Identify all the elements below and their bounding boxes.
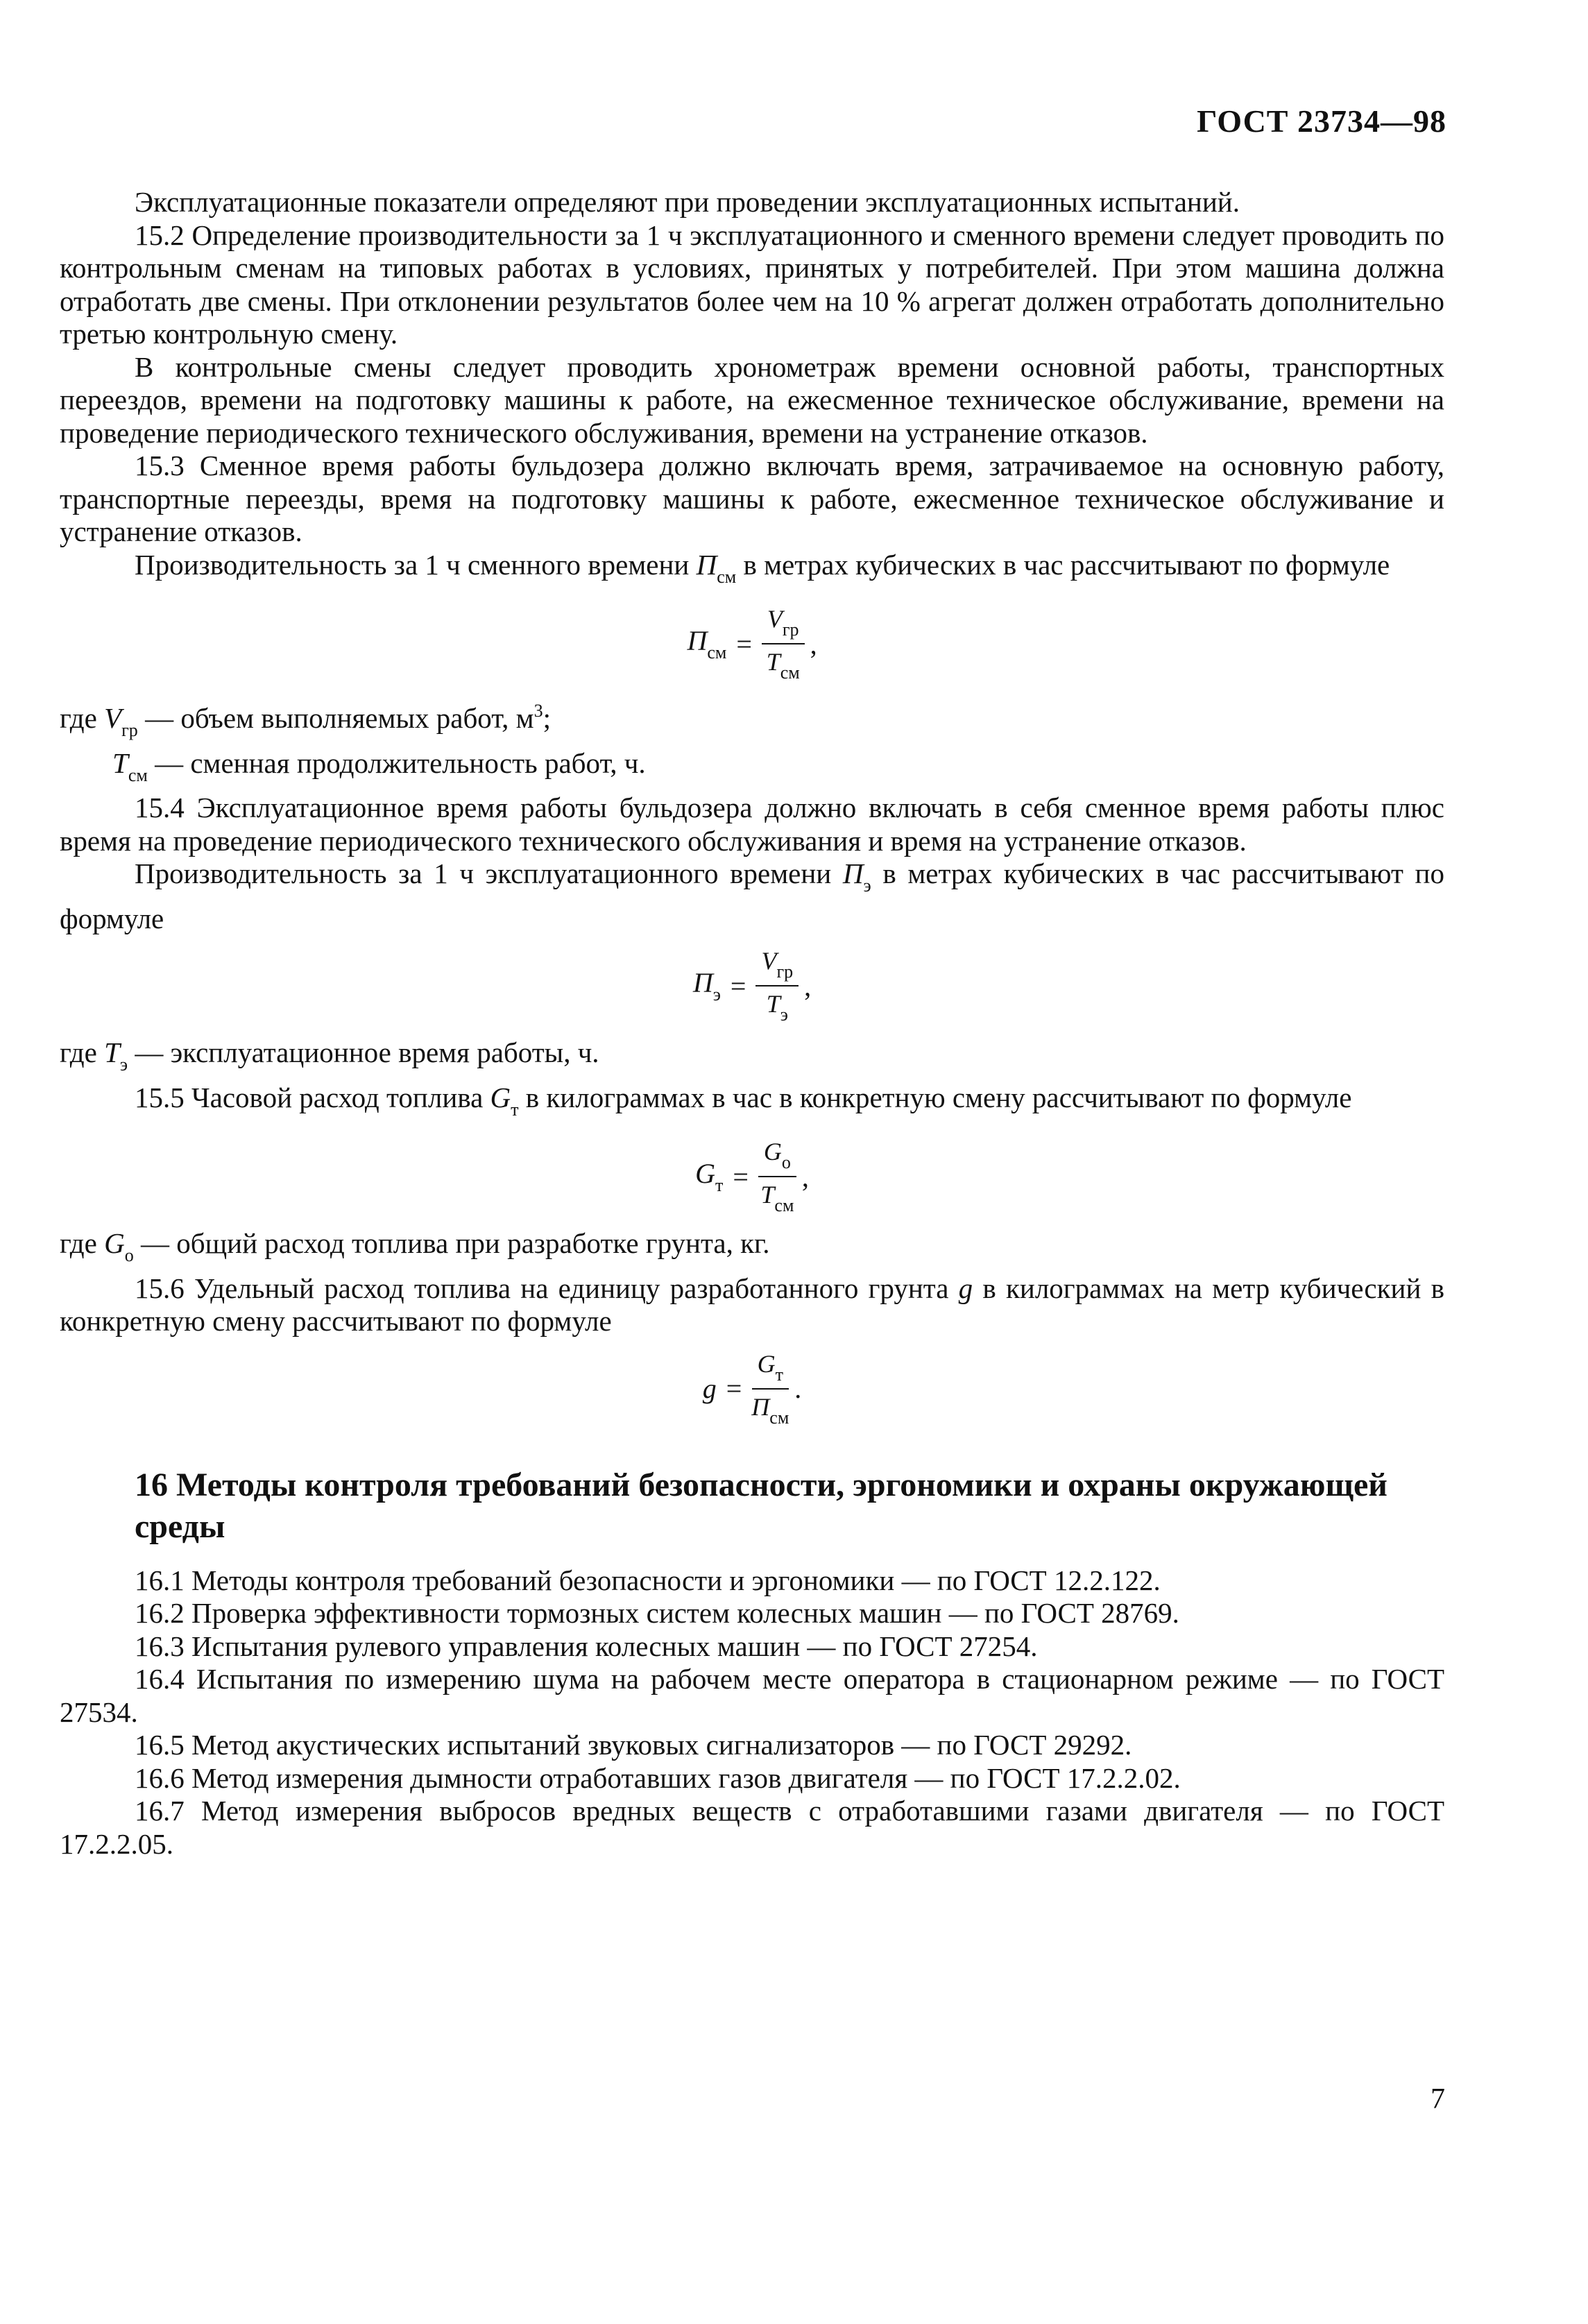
list-item: 16.4 Испытания по измерению шума на рабочем месте оператора в стационарном режиме — по ГОСТ 27534. <box>60 1663 1444 1728</box>
list-item: 16.1 Методы контроля требований безопасности и эргономики — по ГОСТ 12.2.122. <box>135 1564 1161 1596</box>
standard-code-header: ГОСТ 23734—98 <box>1197 103 1446 139</box>
paragraph-15-2b: В контрольные смены следует проводить хронометраж времени основной работы, транспортных переездов, времени на подготовку машины к работе, на ежесменное техническое обслуживание, времени на проведение периодического технического обслуживания, времени на устранение отказов. <box>60 350 1444 449</box>
page-content <box>60 186 1444 1861</box>
paragraph-15-5: 15.5 Часовой расход топлива $G_т$ в килограммах в час в конкретную смену рассчитывают по формуле <box>135 1081 1352 1120</box>
paragraph-15-4b: Производительность за 1 ч эксплуатационного времени $П_э$ в метрах кубических в час рассчитывают по формуле <box>60 857 1444 934</box>
list-item: 16.5 Метод акустических испытаний звуковых сигнализаторов — по ГОСТ 29292. <box>135 1729 1132 1761</box>
paragraph-15-3b: Производительность за 1 ч сменного времени $П_{см}$ в метрах кубических в час рассчитывают по формуле <box>135 548 1390 587</box>
where-v-gr: где $V_{гр}$ — объем выполняемых работ, $м^3$; <box>60 701 551 740</box>
formula-p-sm: $П_{см}$ = $\frac{V_{гр}}{T_{см}}$ , <box>687 605 817 683</box>
list-item: 16.2 Проверка эффективности тормозных систем колесных машин — по ГОСТ 28769. <box>135 1597 1179 1629</box>
page-number: 7 <box>1431 2083 1445 2115</box>
paragraph-intro: Эксплуатационные показатели определяют при проведении эксплуатационных испытаний. <box>135 186 1240 218</box>
section-16-title: 16 Методы контроля требований безопасности, эргономики и охраны окружающей среды <box>135 1466 1388 1545</box>
paragraph-15-6: 15.6 Удельный расход топлива на единицу разработанного грунта g в килограммах на метр кубический в конкретную смену рассчитывают по формуле <box>60 1272 1445 1337</box>
list-item: 16.3 Испытания рулевого управления колесных машин — по ГОСТ 27254. <box>135 1630 1038 1662</box>
where-t-e: где $T_э$ — эксплуатационное время работы, ч. <box>60 1036 599 1075</box>
section-16-list <box>60 1564 1444 1861</box>
paragraph-15-2: 15.2 Определение производительности за 1 ч эксплуатационного и сменного времени следует проводить по контрольным сменам на типовых работах в условиях, принятых у потребителей. При этом машина должна отработать две смены. При отклонении результатов более чем на 10 % агрегат должен отработать дополнительно третью контрольную смену. <box>60 219 1444 350</box>
formula-g-t: $G_т$ = $\frac{G_о}{T_{см}}$ , <box>695 1138 809 1215</box>
where-t-sm: $T_{см}$ — сменная продолжительность работ, ч. <box>112 746 646 785</box>
paragraph-15-3: 15.3 Сменное время работы бульдозера должно включать время, затрачиваемое на основную работу, транспортные переезды, время на подготовку машины к работе, ежесменное техническое обслуживание и устранение отказов. <box>60 450 1444 547</box>
paragraph-15-4: 15.4 Эксплуатационное время работы бульдозера должно включать в себя сменное время работы плюс время на проведение периодического технического обслуживания и время на устранение отказов. <box>60 792 1444 857</box>
where-g-o: где $G_о$ — общий расход топлива при разработке грунта, кг. <box>60 1227 770 1265</box>
formula-g: g = $\frac{G_т}{П_{см}}$ . <box>702 1349 802 1428</box>
formula-p-e: $П_э$ = $\frac{V_{гр}}{T_э}$ , <box>692 947 812 1025</box>
list-item: 16.7 Метод измерения выбросов вредных веществ с отработавшими газами двигателя — по ГОСТ 17.2.2.05. <box>60 1795 1444 1860</box>
symbol-p-sm: $П_{см}$ <box>696 548 737 587</box>
list-item: 16.6 Метод измерения дымности отработавших газов двигателя — по ГОСТ 17.2.2.02. <box>135 1761 1181 1794</box>
